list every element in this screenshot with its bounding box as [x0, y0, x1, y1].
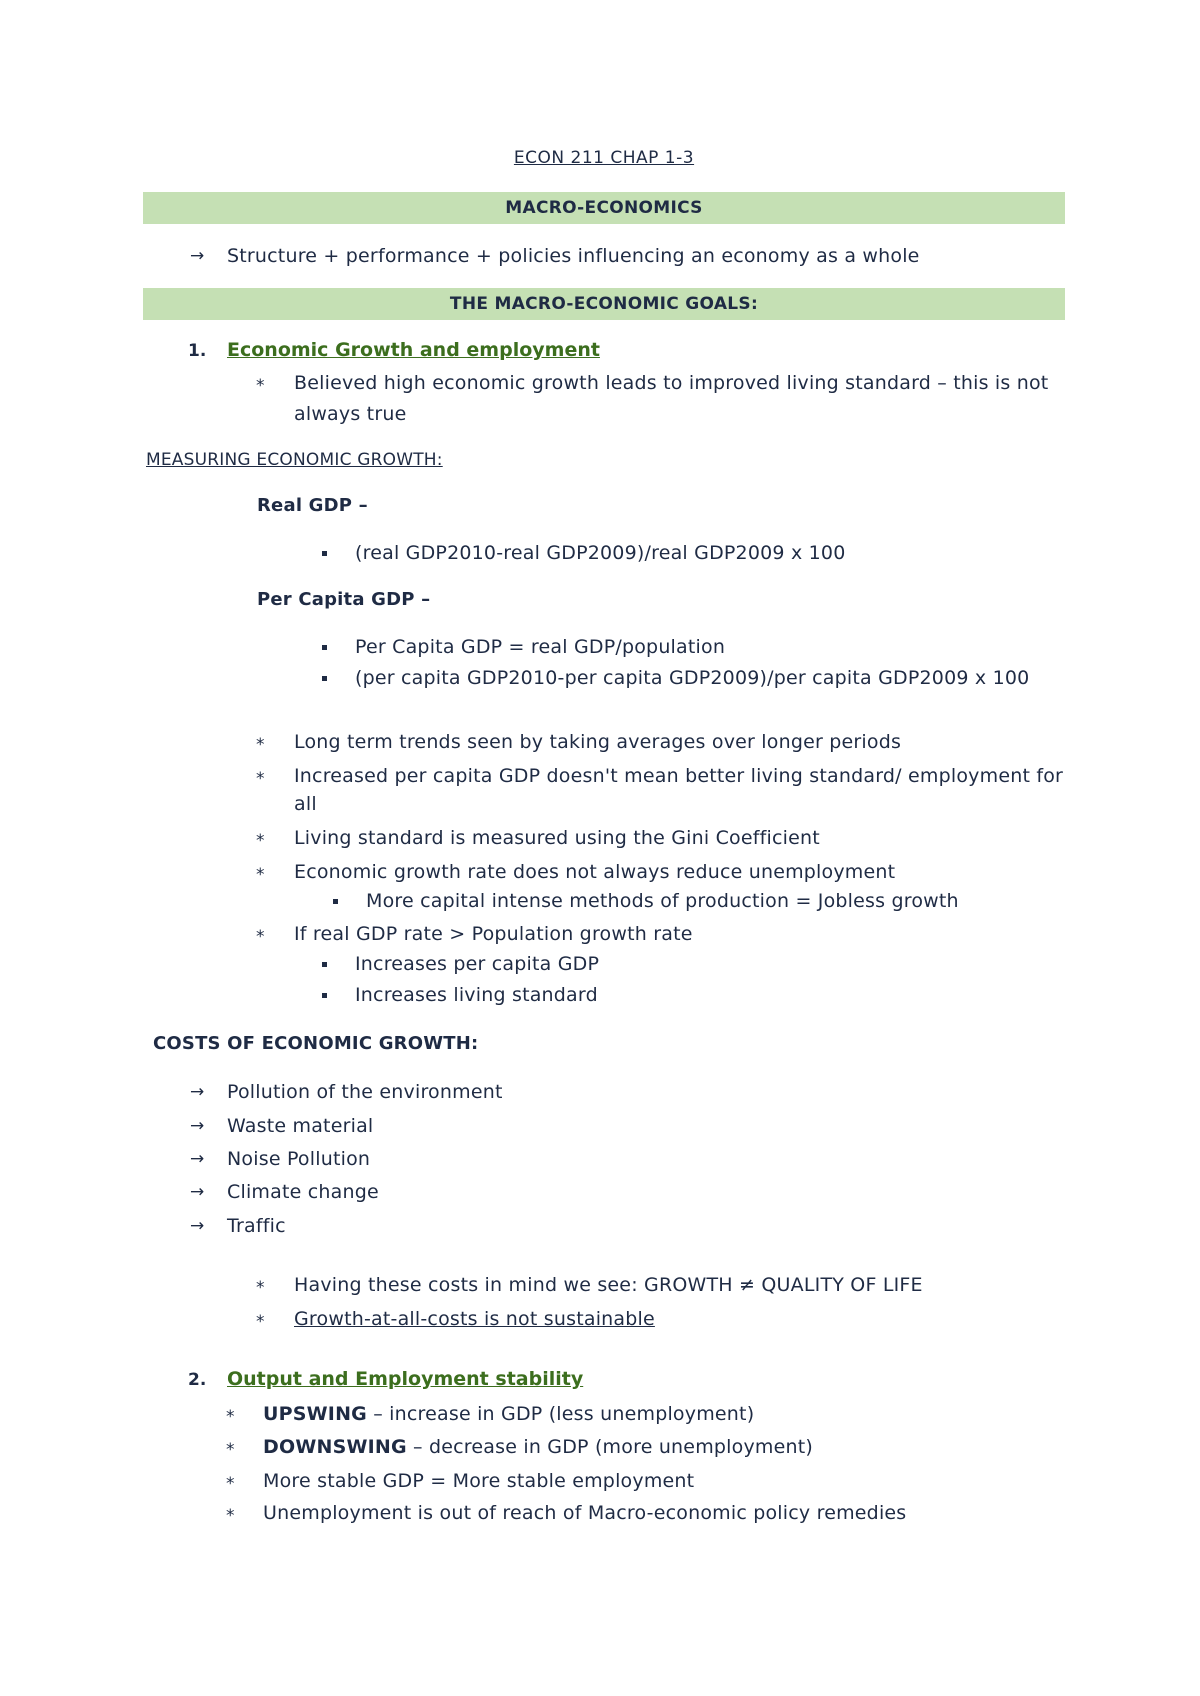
note-item: If real GDP rate > Population growth rate [294, 923, 693, 945]
cost-item: Traffic [227, 1215, 286, 1237]
goal-note-cont: always true [294, 403, 407, 425]
goal-heading: Economic Growth and employment [227, 339, 600, 361]
note-item: Long term trends seen by taking averages over longer periods [294, 731, 902, 753]
stability-note: Unemployment is out of reach of Macro-economic policy remedies [263, 1502, 907, 1524]
square-bullet-icon [322, 962, 327, 967]
real-gdp-formula: (real GDP2010-real GDP2009)/real GDP2009 x 100 [355, 542, 846, 564]
arrow-icon: → [190, 1082, 205, 1102]
real-gdp-label: Real GDP – [257, 495, 368, 516]
arrow-icon: → [190, 1116, 205, 1136]
per-capita-item: (per capita GDP2010-per capita GDP2009)/per capita GDP2009 x 100 [355, 667, 1030, 689]
star-bullet-icon: * [256, 865, 265, 885]
goal-note: Believed high economic growth leads to improved living standard – this is not [294, 372, 1049, 394]
document-title: ECON 211 CHAP 1-3 [513, 148, 695, 168]
upswing-text: – increase in GDP (less unemployment) [373, 1403, 755, 1425]
star-bullet-icon: * [226, 1407, 235, 1427]
star-bullet-icon: * [256, 927, 265, 947]
goal-heading: Output and Employment stability [227, 1368, 584, 1390]
cost-item: Climate change [227, 1181, 379, 1203]
downswing-label: DOWNSWING [263, 1436, 407, 1458]
section-band-macro-economics [143, 192, 1065, 224]
arrow-icon: → [190, 1149, 205, 1169]
swing-item [263, 1402, 754, 1426]
goal-number: 2. [188, 1370, 207, 1390]
note-item-cont: all [294, 793, 317, 815]
star-bullet-icon: * [256, 1312, 265, 1332]
goal-number: 1. [188, 341, 207, 361]
per-capita-item: Per Capita GDP = real GDP/population [355, 636, 726, 658]
note-subitem: More capital intense methods of production = Jobless growth [366, 890, 959, 912]
downswing-text: – decrease in GDP (more unemployment) [413, 1436, 814, 1458]
band-title: MACRO-ECONOMICS [505, 198, 703, 218]
costs-heading: COSTS OF ECONOMIC GROWTH: [153, 1033, 479, 1054]
band-title: THE MACRO-ECONOMIC GOALS: [449, 294, 759, 314]
star-bullet-icon: * [256, 376, 265, 396]
star-bullet-icon: * [226, 1506, 235, 1526]
arrow-icon: → [190, 1182, 205, 1202]
costs-note: Having these costs in mind we see: GROWTH ≠ QUALITY OF LIFE [294, 1274, 923, 1296]
swing-item [263, 1435, 813, 1459]
cost-item: Noise Pollution [227, 1148, 371, 1170]
note-item: Increased per capita GDP doesn't mean better living standard/ employment for [294, 765, 1064, 787]
arrow-icon: → [190, 1216, 205, 1236]
square-bullet-icon [333, 899, 338, 904]
upswing-label: UPSWING [263, 1403, 367, 1425]
square-bullet-icon [322, 551, 327, 556]
stability-note: More stable GDP = More stable employment [263, 1470, 695, 1492]
star-bullet-icon: * [256, 735, 265, 755]
section-band-goals [143, 288, 1065, 320]
star-bullet-icon: * [256, 1278, 265, 1298]
star-bullet-icon: * [226, 1474, 235, 1494]
note-item: Economic growth rate does not always reduce unemployment [294, 861, 896, 883]
note-subitem: Increases living standard [355, 984, 598, 1006]
per-capita-label: Per Capita GDP – [257, 589, 431, 610]
costs-note: Growth-at-all-costs is not sustainable [294, 1308, 655, 1330]
cost-item: Waste material [227, 1115, 374, 1137]
square-bullet-icon [322, 676, 327, 681]
star-bullet-icon: * [256, 769, 265, 789]
square-bullet-icon [322, 993, 327, 998]
cost-item: Pollution of the environment [227, 1081, 503, 1103]
square-bullet-icon [322, 645, 327, 650]
star-bullet-icon: * [226, 1440, 235, 1460]
note-subitem: Increases per capita GDP [355, 953, 600, 975]
note-item: Living standard is measured using the Gini Coefficient [294, 827, 820, 849]
star-bullet-icon: * [256, 831, 265, 851]
macro-definition: Structure + performance + policies influencing an economy as a whole [227, 245, 920, 267]
arrow-icon: → [190, 246, 205, 266]
measuring-heading: MEASURING ECONOMIC GROWTH: [146, 450, 443, 470]
